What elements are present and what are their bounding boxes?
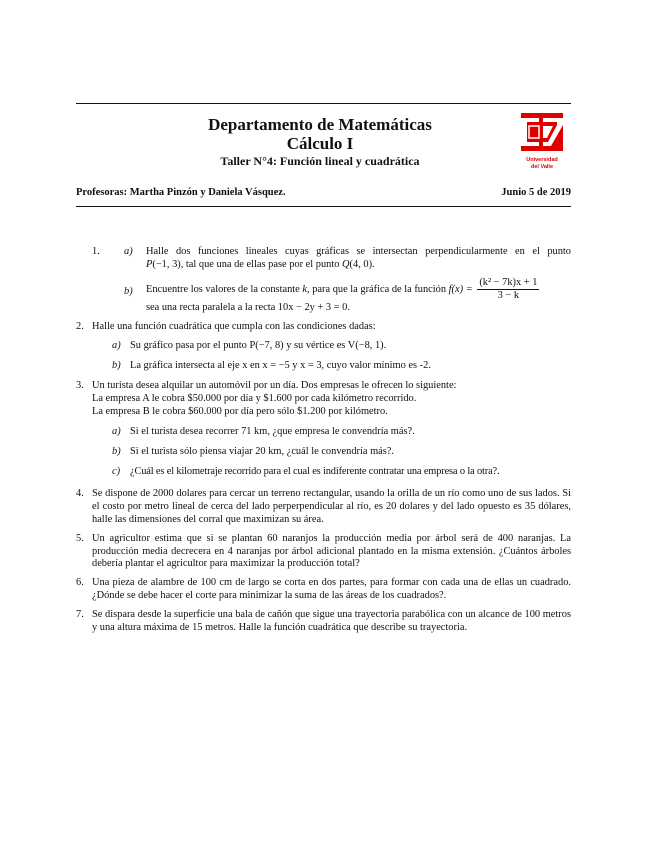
question-number: 5. <box>76 532 84 544</box>
math-var: k <box>302 283 308 295</box>
logo-text-line2: del Valle <box>530 163 553 170</box>
university-logo <box>521 113 563 170</box>
question-2 <box>76 321 571 373</box>
item-label: b) <box>124 285 133 297</box>
question-number: 1. <box>92 246 100 257</box>
fraction <box>477 277 539 302</box>
item-label: b) <box>112 446 121 458</box>
item-label: b) <box>112 359 121 371</box>
question-text: La empresa B le cobra $60.000 por día pero sólo $1.200 por kilómetro. <box>92 406 388 418</box>
item-label: a) <box>112 426 121 438</box>
question-2b <box>92 360 571 373</box>
item-text: Encuentre los valores de la constante <box>146 283 303 295</box>
question-text: La empresa A le cobra $50.000 por día y $1.600 por cada kilómetro recorrido. <box>92 393 417 405</box>
math-function: f(x) = <box>448 283 473 295</box>
item-text: La gráfica intersecta al eje x en x = −5 y x = 3, cuyo valor mínimo es -2. <box>130 359 431 371</box>
fraction-denominator: 3 − k <box>497 289 520 301</box>
question-3c <box>92 466 571 479</box>
item-text: ¿Cuál es el kilometraje recorrido para el cual es indiferente contratar una empresa o la otra?. <box>130 465 500 477</box>
question-1b <box>92 277 571 315</box>
question-number: 6. <box>76 577 84 589</box>
item-text: Si el turista sólo piensa viajar 20 km, ¿cuál le convendría más?. <box>130 446 395 458</box>
math-var: P <box>146 258 153 270</box>
item-label: a) <box>124 246 133 257</box>
question-7 <box>76 609 571 635</box>
math-var: Q <box>342 258 350 270</box>
question-text: Un turista desea alquilar un automóvil por un día. Dos empresas le ofrecen lo siguiente: <box>92 380 457 392</box>
logo-text <box>521 157 563 170</box>
question-number: 3. <box>76 380 84 392</box>
item-text: Si el turista desea recorrer 71 km, ¿que empresa le convendría más?. <box>130 426 415 438</box>
question-3a <box>92 426 571 439</box>
department-title: Departamento de Matemáticas <box>208 115 432 134</box>
question-number: 4. <box>76 487 84 499</box>
question-text: Un agricultor estima que si se plantan 60 naranjos la producción media por árbol será de 400 naranjas. La producción media decrecera en 4 naranjas por árbol adicional plantado en la misma extensión. ¿Cuántos árboles debería plantar el agricultor para maximizar la producción total? <box>92 532 571 570</box>
question-text: Se dispara desde la superficie una bala de cañón que sigue una trayectoria parabólica con un alcance de 100 metros y una altura máxima de 15 metros. Halle la función cuadrática que describe su trayectoria. <box>92 609 571 634</box>
question-1a <box>92 246 571 272</box>
question-text: Se dispone de 2000 dolares para cercar un terreno rectangular, usando la orilla de un río como uno de sus lados. Si el costo por metro lineal de cerca del lado perperpendicular al río, es 20 dolares y del lado opuesto es 35 dólares, halle las dimensiones del corral que maximizan su área. <box>92 487 571 525</box>
question-2a <box>92 340 571 353</box>
item-text: (4, 0). <box>349 258 375 270</box>
fraction-numerator: (k² − 7k)x + 1 <box>479 276 538 288</box>
course-title: Cálculo I <box>286 134 354 153</box>
professors: Profesoras: Martha Pinzón y Daniela Vásquez. <box>76 187 286 198</box>
item-text: (−1, 3), tal que una de ellas pase por el punto <box>152 258 343 270</box>
question-6 <box>76 577 571 603</box>
item-label: c) <box>112 465 121 477</box>
logo-text-line1: Universidad <box>526 157 558 163</box>
top-rule <box>76 103 571 104</box>
question-number: 2. <box>76 320 84 332</box>
item-text: Halle dos funciones lineales cuyas gráficas se intersectan perpendicularmente en el punto <box>146 246 571 257</box>
question-5 <box>76 533 571 572</box>
question-number: 7. <box>76 609 84 621</box>
date: Junio 5 de 2019 <box>501 187 571 198</box>
question-3b <box>92 446 571 459</box>
item-label: a) <box>112 339 121 351</box>
question-4 <box>76 488 571 527</box>
item-text: Su gráfico pasa por el punto P(−7, 8) y su vértice es V(−8, 1). <box>130 339 387 351</box>
question-text: Halle una función cuadrática que cumpla con las condiciones dadas: <box>92 320 376 332</box>
question-3 <box>76 380 571 478</box>
exercise-list <box>76 246 571 635</box>
logo-emblem-icon <box>521 113 563 151</box>
question-1 <box>76 246 571 315</box>
header-bottom-rule <box>76 206 571 207</box>
workshop-title: Taller N°4: Función lineal y cuadrática <box>220 154 420 168</box>
item-text: , para que la gráfica de la función <box>307 283 449 295</box>
question-text: Una pieza de alambre de 100 cm de largo se corta en dos partes, para formar con cada una de ellas un cuadrado. ¿Dónde se debe hacer el corte para minimizar la suma de las áreas de los cuadrados?. <box>92 577 571 602</box>
item-text: sea una recta paralela a la recta 10x − 2y + 3 = 0. <box>146 301 350 313</box>
